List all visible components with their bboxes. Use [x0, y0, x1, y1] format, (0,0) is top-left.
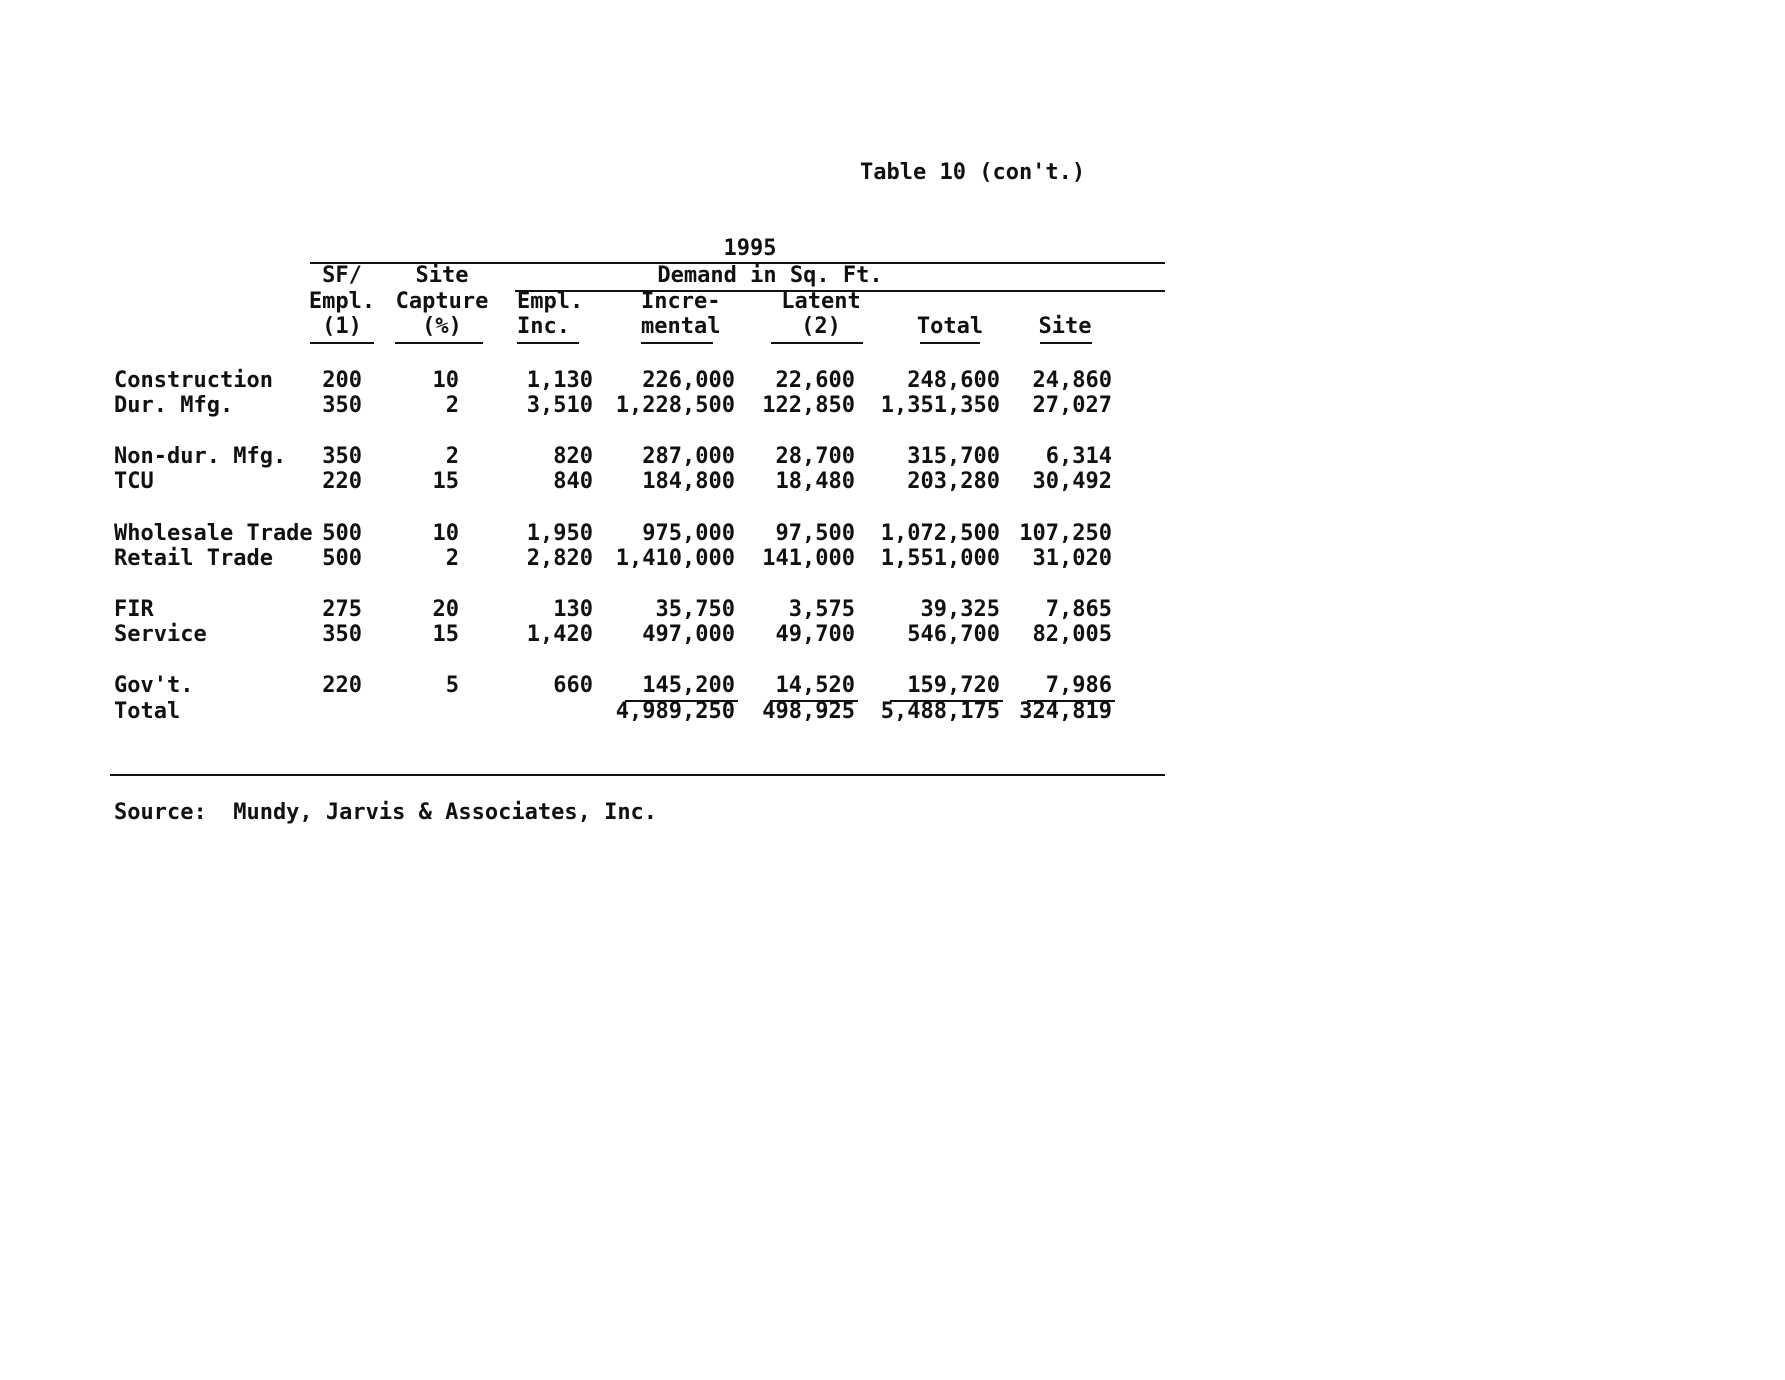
cell-sf-empl: 350: [322, 393, 362, 418]
cell-capture: 2: [445, 444, 459, 469]
cell-capture: 2: [445, 393, 459, 418]
demand-header: Demand in Sq. Ft.: [657, 263, 883, 288]
cell-total: 1,551,000: [880, 546, 1000, 571]
table-bottom-rule: [110, 774, 1165, 776]
cell-site: 324,819: [1019, 699, 1112, 724]
cell-incremental: 975,000: [642, 521, 735, 546]
cell-incremental: 4,989,250: [615, 699, 735, 724]
cell-sf-empl: 350: [322, 622, 362, 647]
cell-empl-inc: 840: [553, 469, 593, 494]
row-label: Retail Trade: [114, 546, 273, 571]
cell-total: 5,488,175: [880, 699, 1000, 724]
cell-incremental: 226,000: [642, 368, 735, 393]
cell-sf-empl: 200: [322, 368, 362, 393]
cell-incremental: 184,800: [642, 469, 735, 494]
cell-empl-inc: 660: [553, 673, 593, 698]
cell-capture: 2: [445, 546, 459, 571]
table-caption: Table 10 (con't.): [860, 160, 1086, 185]
cell-capture: 10: [432, 368, 459, 393]
cell-sf-empl: 500: [322, 546, 362, 571]
cell-sf-empl: 500: [322, 521, 362, 546]
cell-capture: 10: [432, 521, 459, 546]
cell-total: 546,700: [907, 622, 1000, 647]
cell-total: 315,700: [907, 444, 1000, 469]
cell-empl-inc: 1,950: [526, 521, 593, 546]
cell-empl-inc: 130: [553, 597, 593, 622]
cell-capture: 5: [445, 673, 459, 698]
row-label: Construction: [114, 368, 273, 393]
year-header: 1995: [723, 236, 777, 261]
cell-empl-inc: 820: [553, 444, 593, 469]
cell-site: 7,865: [1045, 597, 1112, 622]
source-note: Source: Mundy, Jarvis & Associates, Inc.: [114, 800, 658, 825]
cell-latent: 122,850: [762, 393, 855, 418]
row-label: Total: [114, 699, 181, 724]
cell-latent: 498,925: [762, 699, 855, 724]
row-label: TCU: [114, 469, 154, 494]
cell-site: 30,492: [1032, 469, 1112, 494]
cell-site: 82,005: [1032, 622, 1112, 647]
cell-incremental: 497,000: [642, 622, 735, 647]
cell-site: 24,860: [1032, 368, 1112, 393]
cell-site: 7,986: [1045, 673, 1112, 698]
cell-total: 39,325: [920, 597, 1000, 622]
row-label: Non-dur. Mfg.: [114, 444, 287, 469]
cell-capture: 15: [432, 622, 459, 647]
cell-sf-empl: 220: [322, 673, 362, 698]
cell-total: 248,600: [907, 368, 1000, 393]
cell-latent: 49,700: [775, 622, 855, 647]
cell-incremental: 145,200: [642, 673, 735, 698]
cell-empl-inc: 1,130: [526, 368, 593, 393]
cell-latent: 14,520: [775, 673, 855, 698]
row-label: Gov't.: [114, 673, 194, 698]
cell-latent: 141,000: [762, 546, 855, 571]
cell-total: 1,072,500: [880, 521, 1000, 546]
cell-latent: 18,480: [775, 469, 855, 494]
cell-empl-inc: 3,510: [526, 393, 593, 418]
cell-sf-empl: 220: [322, 469, 362, 494]
cell-latent: 3,575: [788, 597, 855, 622]
cell-latent: 28,700: [775, 444, 855, 469]
cell-incremental: 35,750: [655, 597, 735, 622]
row-label: FIR: [114, 597, 154, 622]
cell-incremental: 1,228,500: [615, 393, 735, 418]
cell-total: 159,720: [907, 673, 1000, 698]
cell-site: 31,020: [1032, 546, 1112, 571]
row-label: Wholesale Trade: [114, 521, 313, 546]
cell-sf-empl: 275: [322, 597, 362, 622]
cell-empl-inc: 1,420: [526, 622, 593, 647]
cell-capture: 20: [432, 597, 459, 622]
cell-incremental: 1,410,000: [615, 546, 735, 571]
row-label: Service: [114, 622, 207, 647]
cell-site: 107,250: [1019, 521, 1112, 546]
cell-total: 1,351,350: [880, 393, 1000, 418]
cell-total: 203,280: [907, 469, 1000, 494]
cell-capture: 15: [432, 469, 459, 494]
cell-site: 27,027: [1032, 393, 1112, 418]
cell-latent: 97,500: [775, 521, 855, 546]
cell-latent: 22,600: [775, 368, 855, 393]
cell-incremental: 287,000: [642, 444, 735, 469]
cell-site: 6,314: [1045, 444, 1112, 469]
row-label: Dur. Mfg.: [114, 393, 234, 418]
cell-sf-empl: 350: [322, 444, 362, 469]
cell-empl-inc: 2,820: [526, 546, 593, 571]
